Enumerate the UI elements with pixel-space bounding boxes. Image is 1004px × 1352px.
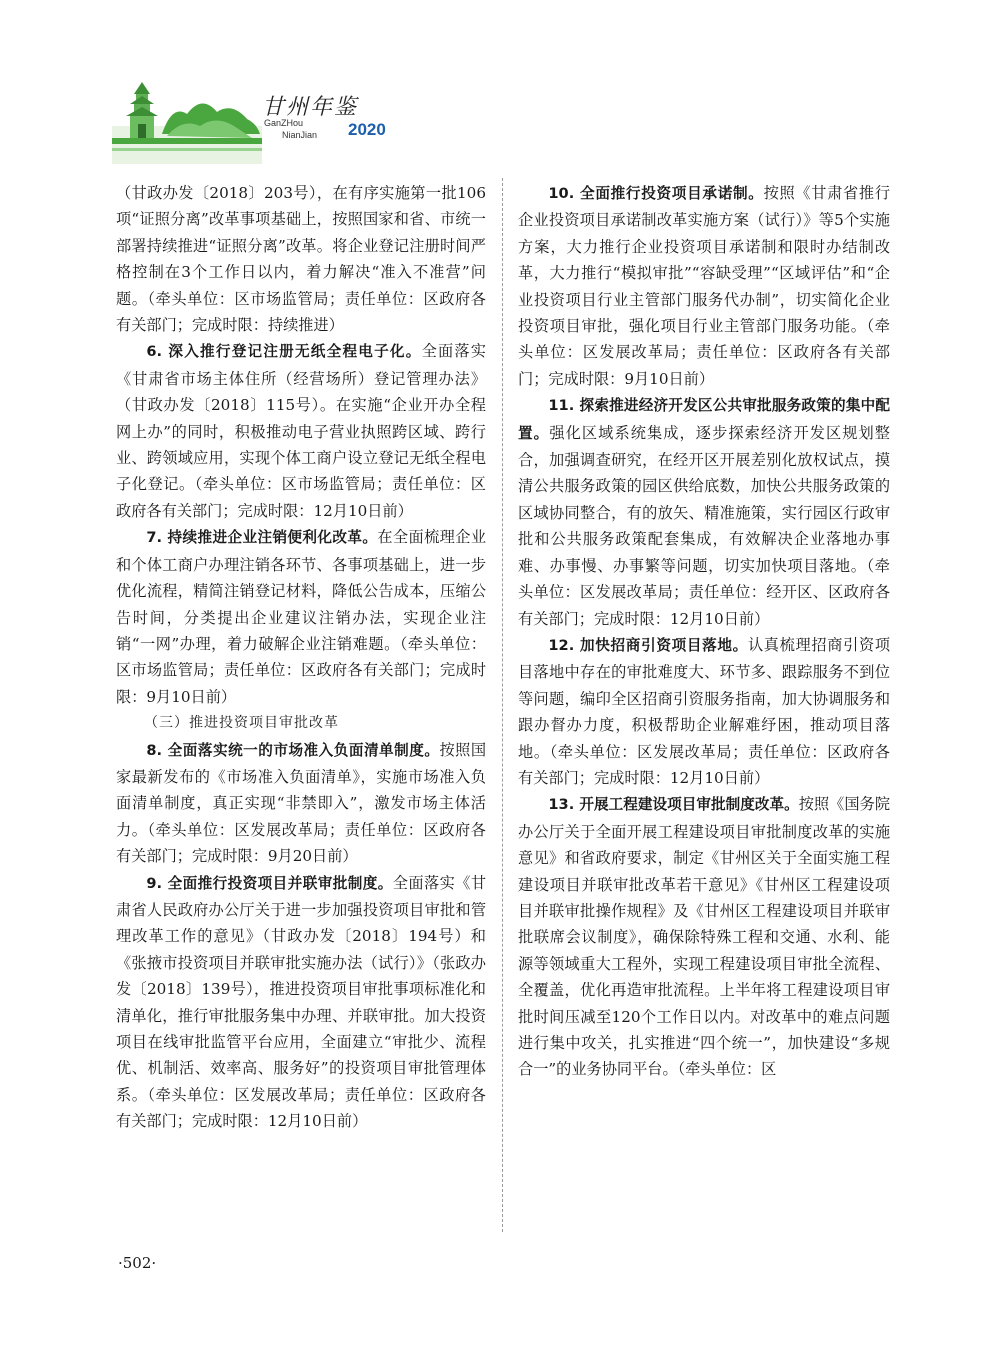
left-paragraph-9 xyxy=(116,870,486,1135)
item-body: 在全面梳理企业和个体工商户办理注销各环节、各事项基础上，进一步优化流程，精简注销登记材料，降低公告成本，压缩公告时间，分类提出企业建议注销办法，实现企业注销“一网”办理，着力破解企业注销难题。（牵头单位：区市场监管局；责任单位：区政府各有关部门；完成时限：9月10日前） xyxy=(116,528,486,706)
section-subheading: （三）推进投资项目审批改革 xyxy=(144,715,339,732)
item-title: 7. 持续推进企业注销便利化改革。 xyxy=(146,529,378,547)
left-paragraph-6 xyxy=(116,338,486,524)
item-title: 12. 加快招商引资项目落地。 xyxy=(548,636,748,654)
right-paragraph-10 xyxy=(518,180,890,392)
item-title: 6. 深入推行登记注册无纸全程电子化。 xyxy=(146,343,422,361)
item-body: 按照《国务院办公厅关于全面开展工程建设项目审批制度改革的实施意见》和省政府要求，制定《甘州区关于全面实施工程建设项目并联审批改革若干意见》《甘州区工程建设项目并联审批操作规程》及《甘州区工程建设项目并联审批联席会议制度》，确保除特殊工程和交通、水利、能源等领域重大工程外，实现工程建设项目审批全流程、全覆盖，优化再造审批流程。上半年将工程建设项目审批时间压减至120个工作日以内。对改革中的难点问题进行集中攻关，扎实推进“四个统一”，加快建设“多规合一”的业务协同平台。（牵头单位：区 xyxy=(518,795,891,1079)
item-title: 9. 全面推行投资项目并联审批制度。 xyxy=(146,874,393,892)
item-body: 按照国家最新发布的《市场准入负面清单》，实施市场准入负面清单制度，真正实现“非禁即入”，激发市场主体活力。（牵头单位：区发展改革局；责任单位：区政府各有关部门；完成时限：9月20日前） xyxy=(116,740,487,866)
left-column xyxy=(116,180,486,1135)
right-paragraph-12 xyxy=(518,632,890,791)
item-title: 13. 开展工程建设项目审批制度改革。 xyxy=(548,796,799,814)
left-paragraph-8 xyxy=(116,737,486,870)
yearbook-title: 甘州年鉴 xyxy=(262,95,359,120)
pagoda-landscape-logo xyxy=(112,74,262,164)
item-body: 全面落实《甘肃省市场主体住所（经营场所）登记管理办法》（甘政办发〔2018〕115号）。在实施“企业开办全程网上办”的同时，积极推动电子营业执照跨区域、跨行业、跨领域应用，实现个体工商户设立登记无纸全程电子化登记。（牵头单位：区市场监管局；责任单位：区政府各有关部门；完成时限：12月10日前） xyxy=(116,342,486,520)
right-column xyxy=(518,180,890,1083)
yearbook-year: 2020 xyxy=(348,120,386,139)
item-body: 认真梳理招商引资项目落地中存在的审批难度大、环节多、跟踪服务不到位等问题，编印全区招商引资服务指南，加大协调服务和跟办督办力度，积极帮助企业解难纾困，推动项目落地。（牵头单位：区发展改革局；责任单位：区政府各有关部门；完成时限：12月10日前） xyxy=(518,635,891,787)
item-body: 强化区域系统集成，逐步探索经济开发区规划整合，加强调查研究，在经开区开展差别化放权试点，摸清公共服务政策的园区供给底数，加快公共服务政策的区域协同整合，有的放矢、精准施策，实行园区行政审批和公共服务政策配套集成，有效解决企业落地办事难、办事慢、办事繁等问题，切实加快项目落地。（牵头单位：区发展改革局；责任单位：经开区、区政府各有关部门；完成时限：12月10日前） xyxy=(518,423,890,628)
yearbook-subtitle-line2: NianJian xyxy=(282,130,318,140)
right-paragraph-13 xyxy=(518,791,890,1082)
page-number: ·502· xyxy=(118,1254,157,1272)
item-title: 10. 全面推行投资项目承诺制。 xyxy=(548,185,764,202)
item-title: 8. 全面落实统一的市场准入负面清单制度。 xyxy=(146,741,440,759)
yearbook-header xyxy=(112,74,412,170)
left-paragraph-7 xyxy=(116,524,486,710)
right-paragraph-11 xyxy=(518,392,890,632)
item-body: 全面落实《甘肃省人民政府办公厅关于进一步加强投资项目审批和管理改革工作的意见》（甘政办发〔2018〕194号）和《张掖市投资项目并联审批实施办法（试行）》（张政办发〔2018〕139号），推进投资项目审批事项标准化和清单化，推行审批服务集中办理、并联审批。加大投资项目在线审批监管平台应用，全面建立“审批少、流程优、机制活、效率高、服务好”的投资项目审批管理体系。（牵头单位：区发展改革局；责任单位：区政府各有关部门；完成时限：12月10日前） xyxy=(116,873,487,1131)
column-divider xyxy=(502,178,503,1232)
item-body: 按照《甘肃省推行企业投资项目承诺制改革实施方案（试行）》等5个实施方案，大力推行企业投资项目承诺制和限时办结制改革，大力推行“模拟审批”“容缺受理”“区域评估”和“企业投资项目行业主管部门服务代办制”，切实简化企业投资项目审批，强化项目行业主管部门服务功能。（牵头单位：区发展改革局；责任单位：区政府各有关部门；完成时限：9月10日前） xyxy=(518,184,891,388)
item-title: 11. 探索推进经济开发区公共审批服务政策的集中配置。 xyxy=(518,397,890,442)
left-paragraph-0: （甘政办发〔2018〕203号），在有序实施第一批106项“证照分离”改革事项基础上，按照国家和省、市统一部署持续推进“证照分离”改革。将企业登记注册时间严格控制在3个工作日以内，着力解决“准入不准营”问题。（牵头单位：区市场监管局；责任单位：区政府各有关部门；完成时限：持续推进） xyxy=(116,184,486,335)
yearbook-subtitle-line1: GanZHou xyxy=(264,118,304,128)
